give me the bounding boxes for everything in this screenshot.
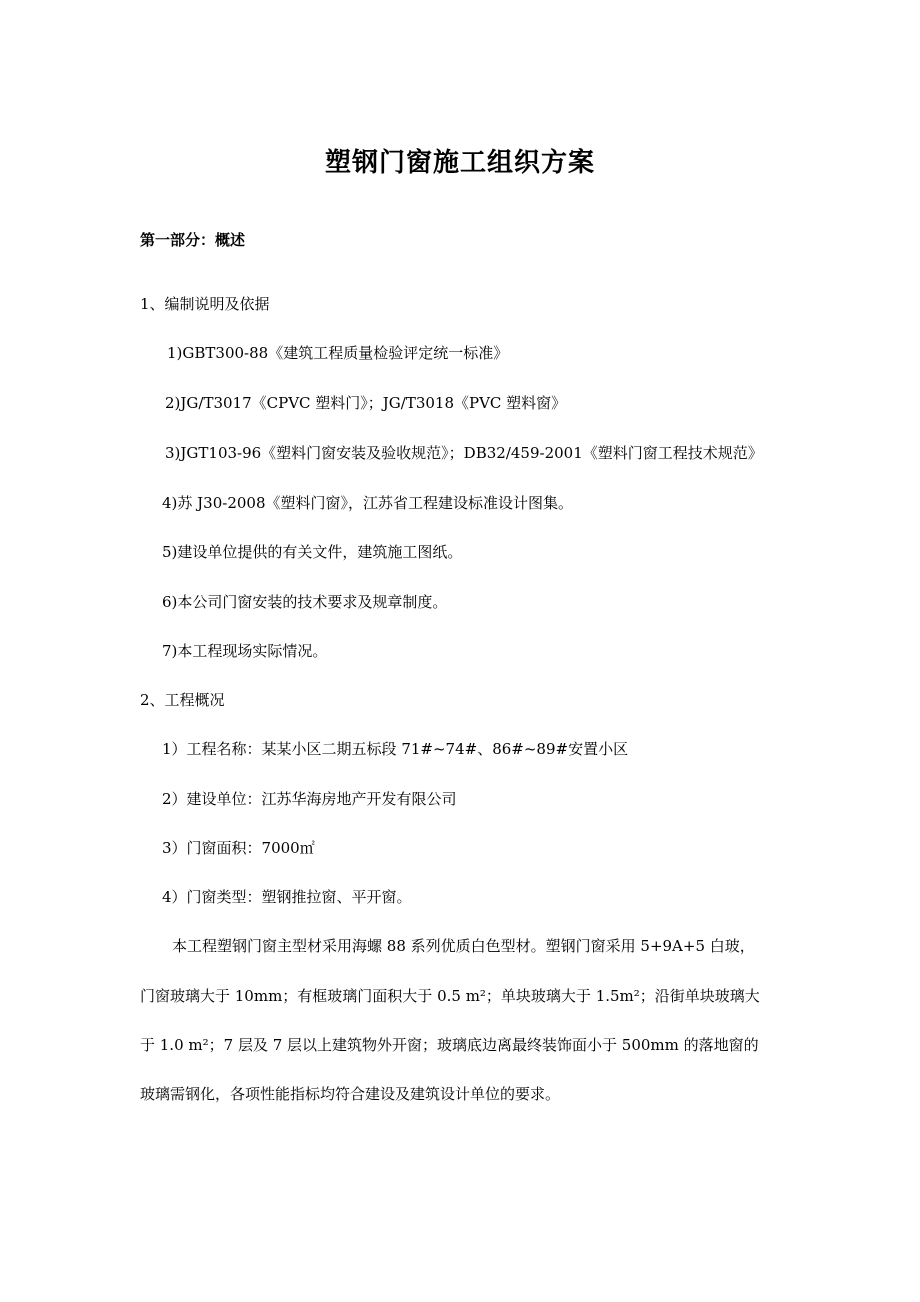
document-title: 塑钢门窗施工组织方案 <box>324 148 595 178</box>
section1-heading: 1、编制说明及依据 <box>140 295 270 313</box>
overview-item-2: 2）建设单位：江苏华海房地产开发有限公司 <box>162 790 457 808</box>
paragraph-line-4: 玻璃需钢化，各项性能指标均符合建设及建筑设计单位的要求。 <box>140 1085 561 1103</box>
basis-item-3: 3)JGT103-96《塑料门窗安装及验收规范》；DB32/459-2001《塑料门窗工程技术规范》 <box>165 444 763 462</box>
overview-item-3: 3）门窗面积：7000㎡ <box>162 839 315 857</box>
basis-item-7: 7)本工程现场实际情况。 <box>162 642 328 660</box>
overview-item-1: 1）工程名称：某某小区二期五标段 71#~74#、86#~89#安置小区 <box>162 740 629 758</box>
section2-heading: 2、工程概况 <box>140 691 225 709</box>
paragraph-line-3: 于 1.0 m²；7 层及 7 层以上建筑物外开窗；玻璃底边离最终装饰面小于 500mm 的落地窗的 <box>140 1036 759 1054</box>
part-heading: 第一部分：概述 <box>140 231 246 249</box>
paragraph-line-1: 本工程塑钢门窗主型材采用海螺 88 系列优质白色型材。塑钢门窗采用 5+9A+5 白玻， <box>172 937 755 955</box>
basis-item-1: 1)GBT300-88《建筑工程质量检验评定统一标准》 <box>167 344 509 362</box>
basis-item-4: 4)苏 J30-2008《塑料门窗》，江苏省工程建设标准设计图集。 <box>162 494 574 512</box>
basis-item-5: 5)建设单位提供的有关文件，建筑施工图纸。 <box>162 543 463 561</box>
basis-item-6: 6)本公司门窗安装的技术要求及规章制度。 <box>162 593 448 611</box>
basis-item-2: 2)JG/T3017《CPVC 塑料门》；JG/T3018《PVC 塑料窗》 <box>165 394 567 412</box>
paragraph-line-2: 门窗玻璃大于 10mm；有框玻璃门面积大于 0.5 m²；单块玻璃大于 1.5m²；沿街单块玻璃大 <box>140 987 760 1005</box>
overview-item-4: 4）门窗类型：塑钢推拉窗、平开窗。 <box>162 888 412 906</box>
